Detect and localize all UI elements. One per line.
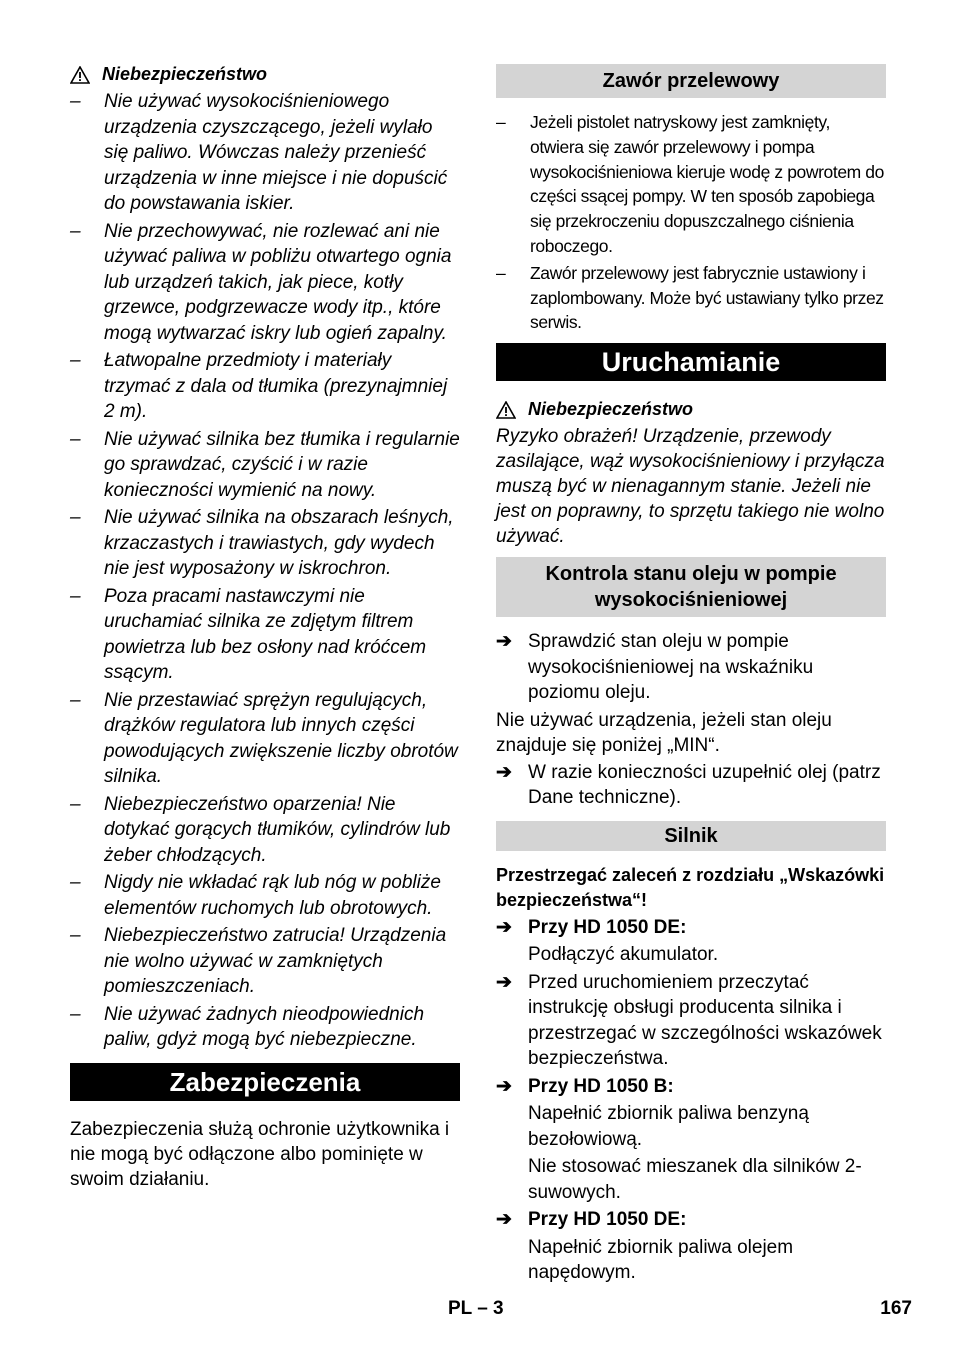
dash-bullet: – — [70, 872, 81, 893]
list-item — [70, 688, 460, 790]
step-detail: Nie stosować mieszanek dla silników 2-suwowych. — [528, 1156, 862, 1203]
step-text: W razie konieczności uzupełnić olej (patrz Dane techniczne). — [528, 761, 881, 809]
warning-icon — [70, 66, 90, 84]
list-item — [70, 1002, 460, 1053]
dash-bullet: – — [70, 585, 81, 607]
step-text: Przed uruchomieniem przeczytać instrukcję obsługi producenta silnika i przestrzegać w szczególności wskazówek bezpieczeństwa. — [528, 971, 882, 1070]
instruction-step — [496, 629, 886, 706]
dash-bullet: – — [496, 262, 506, 283]
arrow-icon: ➔ — [496, 631, 512, 653]
list-item — [70, 505, 460, 582]
dash-bullet: – — [70, 507, 81, 528]
section-heading-engine: Silnik — [496, 821, 886, 851]
step-detail: Podłączyć akumulator. — [528, 944, 719, 966]
arrow-icon: ➔ — [496, 916, 512, 938]
step-text: Sprawdzić stan oleju w pompie wysokociśnieniowej na wskaźniku poziomu oleju. — [528, 631, 814, 704]
arrow-icon: ➔ — [496, 971, 512, 993]
instruction-step — [496, 760, 886, 811]
list-item — [70, 348, 460, 425]
list-item-text: Nie używać silnika na obszarach leśnych, krzaczastych i trawiastych, gdy wydech nie jest wyposażony w iskrochron. — [104, 507, 454, 579]
footer-page-number: 167 — [880, 1298, 912, 1319]
list-item — [496, 110, 886, 259]
list-item-text: Nie przechowywać, nie rozlewać ani nie używać paliwa w pobliżu otwartego ognia lub urządzeń takich, jak piece, kotły grzewce, podgrzewacze wody itp., które mogą wytwarzać iskry lub ogień zapalny. — [104, 220, 452, 344]
arrow-icon: ➔ — [496, 1209, 512, 1231]
warning-label: Niebezpieczeństwo — [528, 399, 694, 420]
instruction-step — [496, 915, 886, 941]
left-column — [70, 62, 460, 1194]
list-item — [70, 584, 460, 686]
list-item — [70, 219, 460, 347]
list-item-text: Poza pracami nastawczymi nie uruchamiać silnika ze zdjętym filtrem powietrza lub bez osłony nad króćcem ssącym. — [104, 585, 427, 683]
footer-language-page: PL – 3 — [448, 1298, 504, 1319]
list-item-text: Nie przestawiać sprężyn regulujących, drążków regulatora lub innych części powodujących zwiększenie liczby obrotów silnika. — [104, 689, 458, 787]
section-heading-start: Uruchamianie — [496, 343, 886, 381]
dash-bullet: – — [70, 91, 81, 112]
step-label: Przy HD 1050 B: — [528, 1075, 674, 1097]
warning-heading-start — [496, 397, 886, 422]
list-item-text: Zawór przelewowy jest fabrycznie ustawiony i zaplombowany. Może być ustawiany tylko przez serwis. — [530, 262, 884, 333]
list-item — [70, 792, 460, 869]
list-item-text: Nie używać wysokociśnieniowego urządzenia czyszczącego, jeżeli wylało się paliwo. Wówczas należy przenieść urządzenia w inne miejsce i nie dopuścić do powstawania iskier. — [104, 91, 448, 214]
step-label: Przy HD 1050 DE: — [528, 1209, 687, 1231]
instruction-step — [496, 1207, 886, 1233]
arrow-icon: ➔ — [496, 1075, 512, 1097]
list-item-text: Niebezpieczeństwo oparzenia! Nie dotykać gorących tłumików, cylindrów lub żeber chłodzących. — [104, 793, 451, 866]
list-item — [496, 261, 886, 335]
step-detail: Napełnić zbiornik paliwa benzyną bezołowiową. — [528, 1103, 809, 1150]
right-column — [496, 62, 886, 1288]
engine-note: Przestrzegać zaleceń z rozdziału „Wskazówki bezpieczeństwa“! — [496, 864, 885, 910]
step-detail: Napełnić zbiornik paliwa olejem napędowym. — [528, 1236, 794, 1284]
list-item-text: Nie używać żadnych nieodpowiednich paliw, gdyż mogą być niebezpieczne. — [104, 1003, 425, 1050]
warning-heading — [70, 62, 460, 87]
list-item-text: Niebezpieczeństwo zatrucia! Urządzenia nie wolno używać w zamkniętych pomieszczeniach. — [104, 925, 447, 997]
dash-bullet: – — [70, 1003, 81, 1025]
dash-bullet: – — [496, 112, 506, 132]
list-item-text: Jeżeli pistolet natryskowy jest zamknięty, otwiera się zawór przelewowy i pompa wysokociśnieniowa kieruje wodę z powrotem do części ssącej pompy. W ten sposób zapobiega się przekroczeniu dopuszczalnego ciśnienia roboczego. — [530, 112, 884, 256]
list-item — [70, 427, 460, 504]
warning-label: Niebezpieczeństwo — [102, 64, 268, 84]
list-item — [70, 89, 460, 217]
warning-icon — [496, 401, 516, 419]
list-item-text: Nigdy nie wkładać rąk lub nóg w pobliże elementów ruchomych lub obrotowych. — [104, 872, 441, 919]
list-item — [70, 870, 460, 921]
instruction-step — [496, 1074, 886, 1100]
warning-list — [70, 89, 460, 1053]
dash-bullet: – — [70, 793, 81, 815]
arrow-icon: ➔ — [496, 761, 512, 783]
safety-paragraph: Zabezpieczenia służą ochronie użytkownika i nie mogą być odłączone albo pominięte w swoim działaniu. — [70, 1118, 450, 1190]
list-item-text: Nie używać silnika bez tłumika i regularnie go sprawdzać, czyścić i w razie konieczności wymienić na nowy. — [104, 428, 460, 501]
valve-list — [496, 110, 886, 335]
warning-paragraph: Ryzyko obrażeń! Urządzenie, przewody zasilające, wąż wysokociśnieniowy i przyłącza muszą być w nienagannym stanie. Jeżeli nie jest on poprawny, to sprzętu takiego nie wolno używać. — [496, 426, 885, 548]
dash-bullet: – — [70, 428, 81, 450]
section-heading-valve: Zawór przelewowy — [496, 64, 886, 98]
section-heading-safety: Zabezpieczenia — [70, 1063, 460, 1101]
dash-bullet: – — [70, 689, 81, 711]
oil-paragraph: Nie używać urządzenia, jeżeli stan oleju znajduje się poniżej „MIN“. — [496, 709, 832, 756]
step-label: Przy HD 1050 DE: — [528, 916, 687, 938]
list-item — [70, 923, 460, 1000]
dash-bullet: – — [70, 925, 81, 946]
dash-bullet: – — [70, 350, 81, 371]
list-item-text: Łatwopalne przedmioty i materiały trzymać z dala od tłumika (prezynajmniej 2 m). — [104, 350, 448, 422]
instruction-step — [496, 970, 886, 1072]
dash-bullet: – — [70, 220, 81, 242]
section-heading-oil: Kontrola stanu oleju w pompie wysokociśnieniowej — [496, 557, 886, 617]
